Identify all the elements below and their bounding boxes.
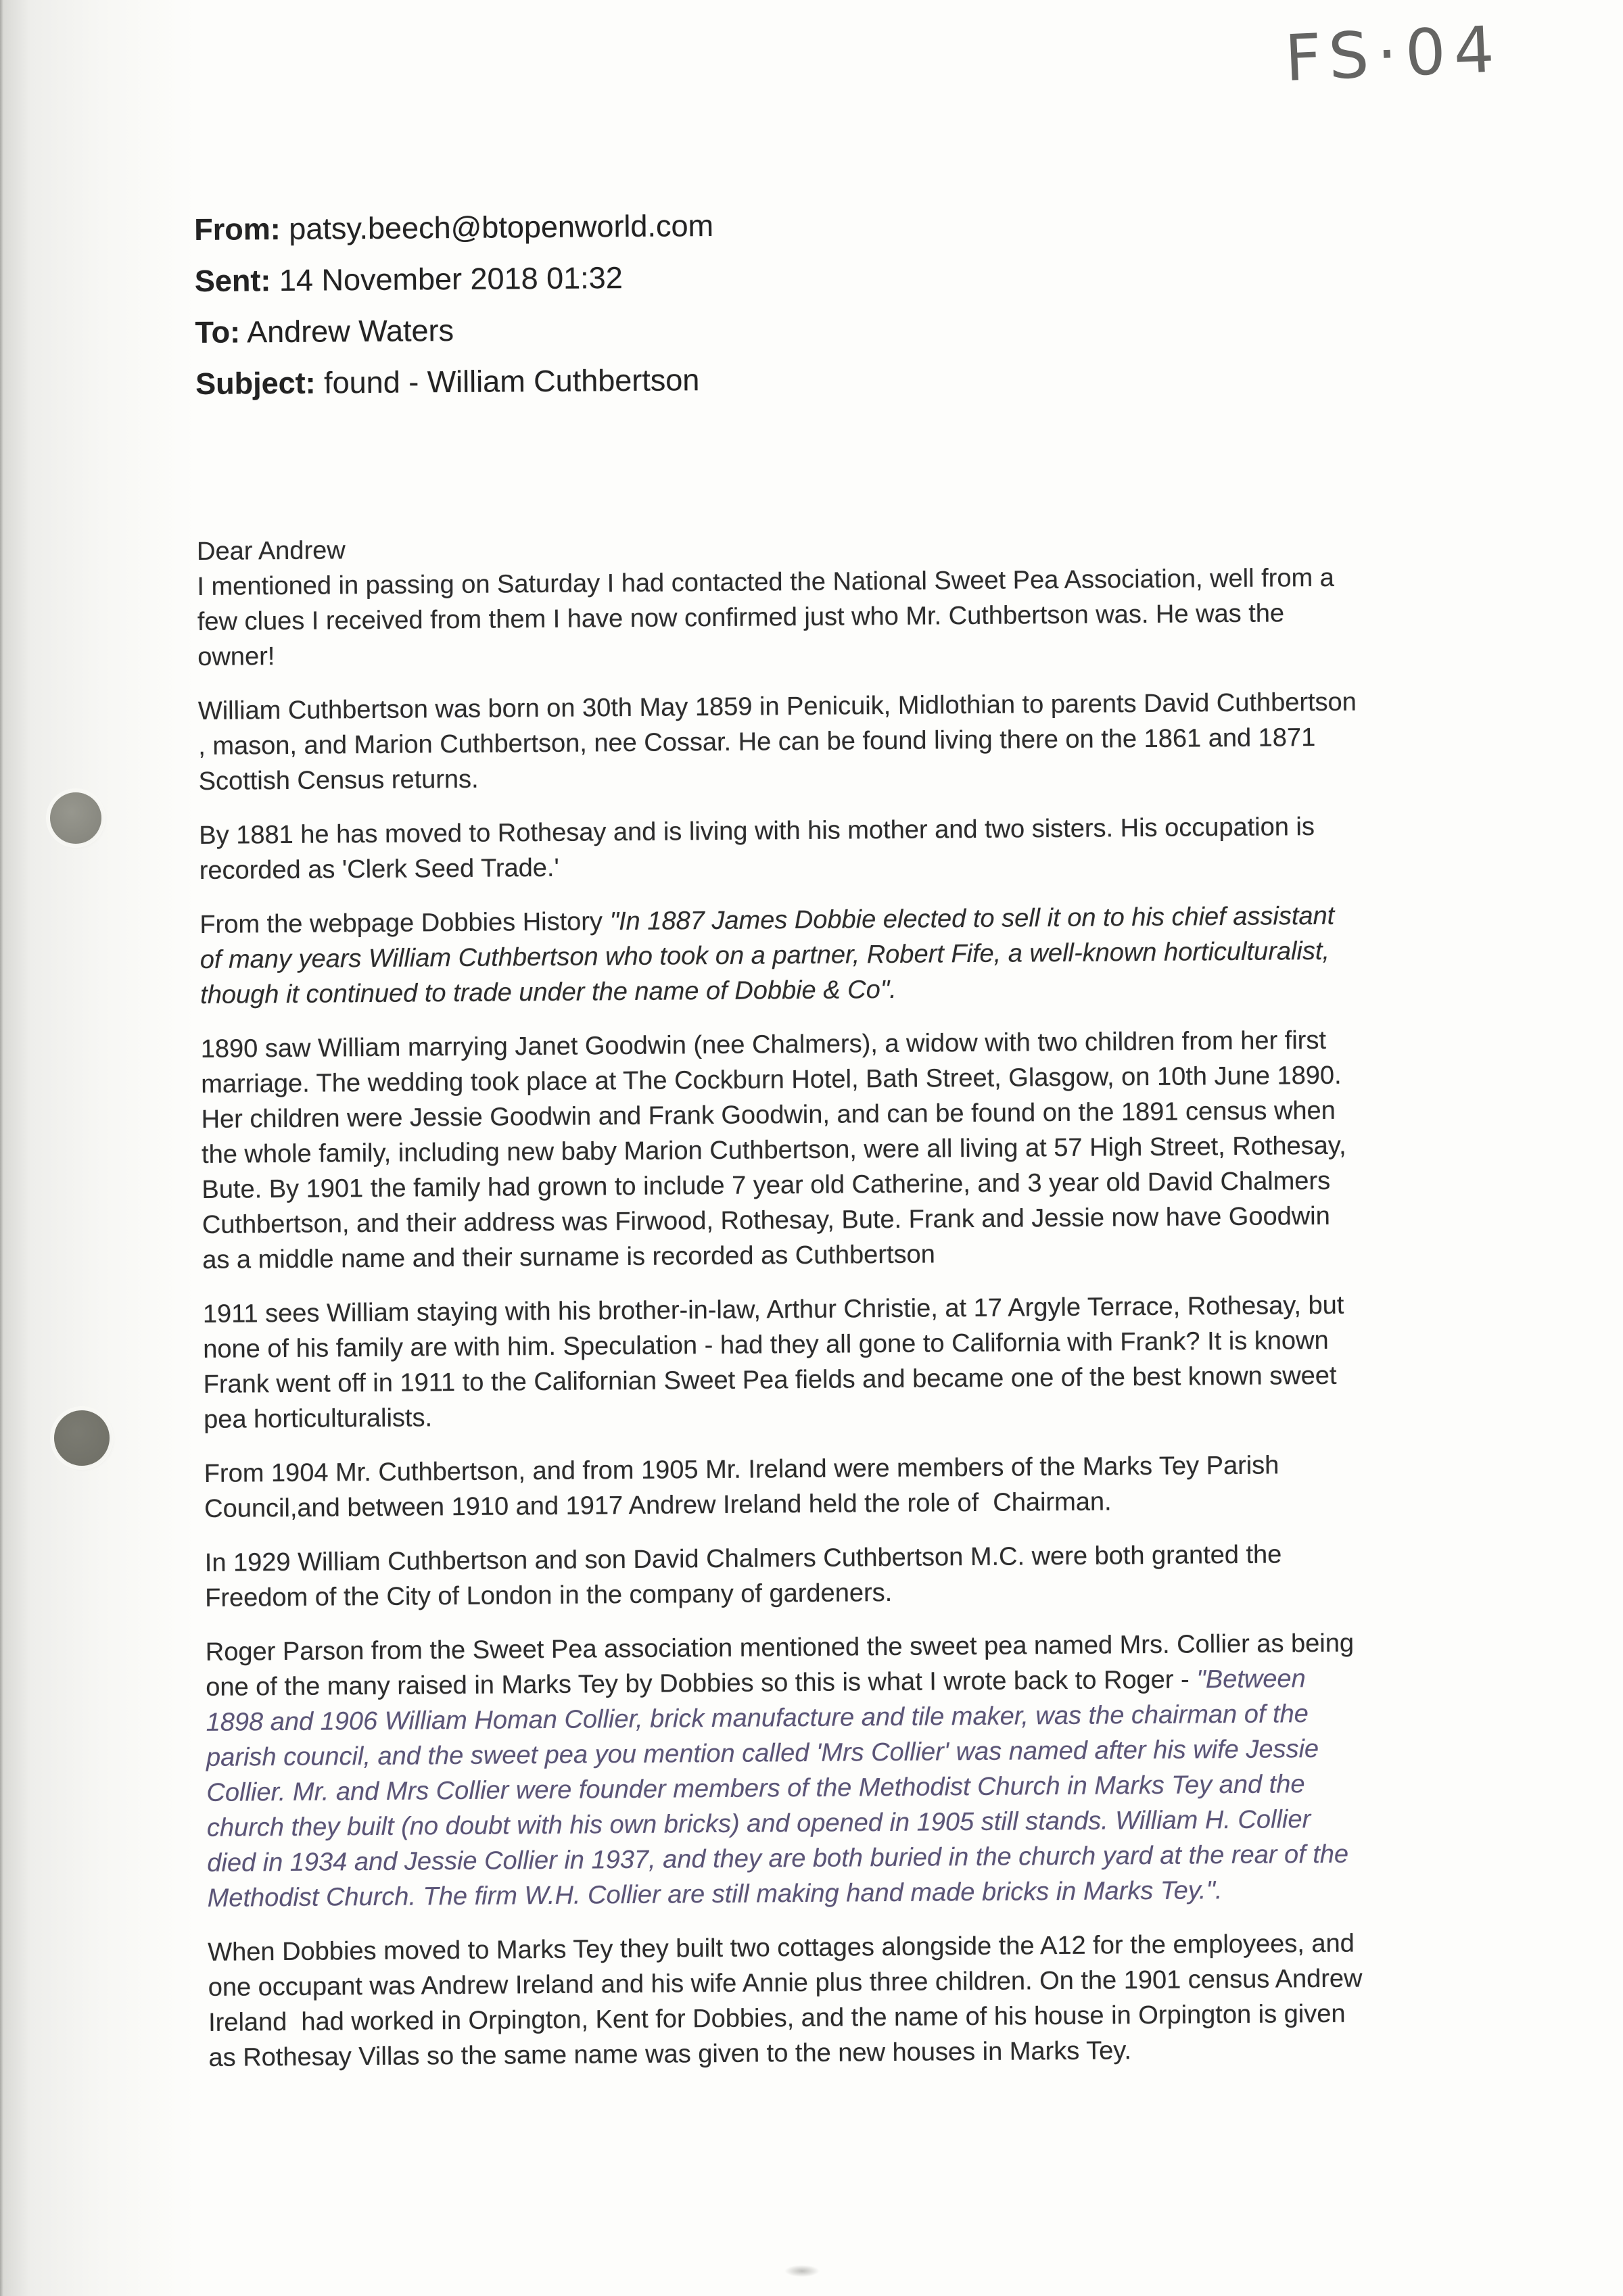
text-segment-normal: By 1881 he has moved to Rothesay and is living with his mother and two sisters. His occupation is recorded as 'Clerk Seed Trade.': [199, 813, 1315, 885]
header-label: Subject:: [195, 365, 316, 401]
paragraph-2: [198, 683, 1548, 799]
text-segment-normal: From 1904 Mr. Cuthbertson, and from 1905 Mr. Ireland were members of the Marks Tey Parish Council,and between 1910 and 1917 Andrew Ireland held the role of Chairman.: [204, 1451, 1279, 1523]
text-segment-normal: In 1929 William Cuthbertson and son David Chalmers Cuthbertson M.C. were both granted the Freedom of the City of London in the company of gardeners.: [204, 1540, 1282, 1612]
header-label: Sent:: [194, 263, 271, 298]
paragraph-3: [199, 807, 1549, 888]
paragraph-9: [206, 1624, 1557, 1916]
paragraph-6: [203, 1286, 1553, 1437]
text-segment-normal: Dear Andrew I mentioned in passing on Saturday I had contacted the National Sweet Pea Association, well from a few clues I received from them I have now confirmed just who Mr. Cuthbertson was. He was the owner!: [196, 536, 1335, 671]
email-body: [197, 523, 1558, 2076]
text-segment-normal: From the webpage Dobbies History: [199, 907, 610, 939]
header-label: To:: [195, 314, 241, 350]
text-segment-italic: "In 1887 James Dobbie elected to sell it on to his chief assistant of many years William Cuthbertson who took on a partner, Robert Fife, a well-known horticulturalist, though it continued to trade under the name of Dobbie & Co".: [199, 901, 1335, 1009]
header-value: 14 November 2018 01:32: [270, 260, 623, 298]
text-segment-quote: "Between 1898 and 1906 William Homan Collier, brick manufacture and tile maker, was the chairman of the parish council, and the sweet pea you mention called 'Mrs Collier' was named after his wife Jessie Collier. Mr. and Mrs Collier were founder members of the Methodist Church in Marks Tey and the church they built (no doubt with his own bricks) and opened in 1905 still stands. William H. Collier died in 1934 and Jessie Collier in 1937, and they are both buried in the church yard at the rear of the Methodist Church. The firm W.H. Collier are still making hand made bricks in Marks Tey.".: [206, 1665, 1349, 1913]
header-value: Andrew Waters: [239, 312, 454, 350]
paragraph-4: [199, 896, 1549, 1013]
paragraph-5: [201, 1021, 1552, 1278]
paragraph-8: [205, 1535, 1555, 1616]
header-value: found - William Cuthbertson: [315, 362, 700, 400]
header-value: patsy.beech@btopenworld.com: [280, 208, 714, 246]
text-segment-normal: William Cuthbertson was born on 30th May 1859 in Penicuik, Midlothian to parents David Cuthbertson , mason, and Marion Cuthbertson, nee Cossar. He can be found living there on the 1861 and 1871 Scottish Census returns.: [197, 688, 1357, 796]
text-segment-normal: 1890 saw William marrying Janet Goodwin (nee Chalmers), a widow with two children from her first marriage. The wedding took place at The Cockburn Hotel, Bath Street, Glasgow, on 10th June 1890. Her children were Jessie Goodwin and Frank Goodwin, and can be found on the 1891 census when the whole family, including new baby Marion Cuthbertson, were all living at 57 High Street, Rothesay, Bute. By 1901 the family had grown to include 7 year old Catherine, and 3 year old David Chalmers Cuthbertson, and their address was Firwood, Rothesay, Bute. Frank and Jessie now have Goodwin as a middle name and their surname is recorded as Cuthbertson: [200, 1026, 1346, 1274]
paragraph-10: [208, 1924, 1558, 2076]
header-subject: [195, 348, 1545, 410]
hole-punch-top: [50, 792, 101, 844]
text-segment-normal: Roger Parson from the Sweet Pea association mentioned the sweet pea named Mrs. Collier as being one of the many raised in Marks Tey by Dobbies so this is what I wrote back to Roger -: [205, 1629, 1355, 1702]
scan-smudge: [784, 2265, 820, 2277]
text-segment-normal: 1911 sees William staying with his brother-in-law, Arthur Christie, at 17 Argyle Terrace, Rothesay, but none of his family are with him. Speculation - had they all gone to California with Frank? It is known Frank went off in 1911 to the Californian Sweet Pea fields and became one of the best known sweet pea horticulturalists.: [202, 1291, 1344, 1434]
email-header-block: [194, 193, 1545, 410]
paragraph-7: [204, 1445, 1554, 1527]
header-label: From:: [194, 211, 281, 247]
text-segment-normal: When Dobbies moved to Marks Tey they built two cottages alongside the A12 for the employees, and one occupant was Andrew Ireland and his wife Annie plus three children. On the 1901 census Andrew Ireland had worked in Orpington, Kent for Dobbies, and the name of his house in Orpington is given as Rothesay Villas so the same name was given to the new houses in Marks Tey.: [208, 1929, 1363, 2072]
handwritten-reference-code: FS·04: [1283, 13, 1504, 96]
hole-punch-bottom: [54, 1410, 110, 1466]
email-content: [194, 193, 1558, 2095]
paragraph-1: [197, 523, 1547, 675]
